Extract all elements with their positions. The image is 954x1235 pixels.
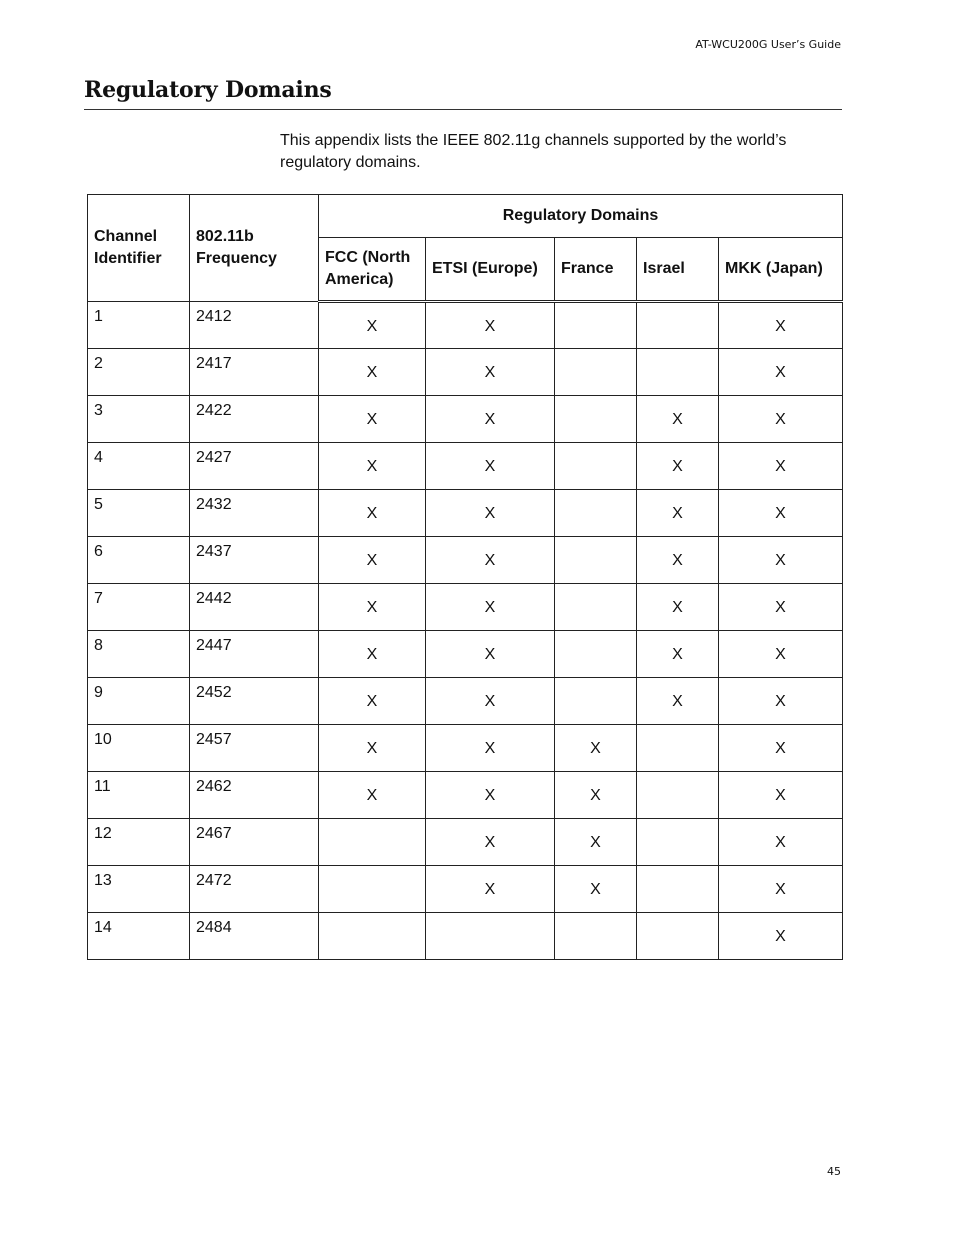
frequency-cell: 2447 xyxy=(190,631,319,678)
table-row xyxy=(88,866,843,913)
channel-cell: 11 xyxy=(88,772,190,819)
support-mark-mkk: X xyxy=(719,631,843,678)
frequency-cell: 2442 xyxy=(190,584,319,631)
frequency-cell: 2457 xyxy=(190,725,319,772)
support-mark-etsi: X xyxy=(426,490,555,537)
support-mark-israel: X xyxy=(637,490,719,537)
table-row xyxy=(88,349,843,396)
title-rule xyxy=(84,109,842,110)
support-mark-etsi: X xyxy=(426,396,555,443)
channel-cell: 6 xyxy=(88,537,190,584)
support-mark-france: X xyxy=(555,725,637,772)
support-mark-etsi: X xyxy=(426,819,555,866)
table-row xyxy=(88,443,843,490)
support-mark-france xyxy=(555,302,637,349)
frequency-cell: 2417 xyxy=(190,349,319,396)
channel-cell: 12 xyxy=(88,819,190,866)
support-mark-france xyxy=(555,490,637,537)
support-mark-france xyxy=(555,584,637,631)
domain-header-france: France xyxy=(555,238,637,302)
table-row xyxy=(88,678,843,725)
frequency-cell: 2422 xyxy=(190,396,319,443)
support-mark-etsi: X xyxy=(426,866,555,913)
support-mark-fcc: X xyxy=(319,678,426,725)
channel-cell: 14 xyxy=(88,913,190,960)
support-mark-israel xyxy=(637,772,719,819)
support-mark-france xyxy=(555,913,637,960)
channel-cell: 9 xyxy=(88,678,190,725)
support-mark-mkk: X xyxy=(719,443,843,490)
support-mark-fcc: X xyxy=(319,631,426,678)
support-mark-mkk: X xyxy=(719,349,843,396)
table-row xyxy=(88,913,843,960)
frequency-cell: 2452 xyxy=(190,678,319,725)
support-mark-mkk: X xyxy=(719,819,843,866)
table-row xyxy=(88,396,843,443)
support-mark-israel: X xyxy=(637,631,719,678)
channel-cell: 10 xyxy=(88,725,190,772)
table-row xyxy=(88,302,843,349)
support-mark-etsi: X xyxy=(426,631,555,678)
support-mark-fcc xyxy=(319,866,426,913)
frequency-cell: 2412 xyxy=(190,302,319,349)
channel-cell: 3 xyxy=(88,396,190,443)
table-body xyxy=(88,302,843,960)
support-mark-france: X xyxy=(555,866,637,913)
table-row xyxy=(88,819,843,866)
channel-cell: 5 xyxy=(88,490,190,537)
support-mark-etsi: X xyxy=(426,584,555,631)
support-mark-france xyxy=(555,396,637,443)
support-mark-israel: X xyxy=(637,396,719,443)
support-mark-mkk: X xyxy=(719,866,843,913)
channel-cell: 2 xyxy=(88,349,190,396)
support-mark-fcc: X xyxy=(319,725,426,772)
domain-header-etsi: ETSI (Europe) xyxy=(426,238,555,302)
table-row xyxy=(88,537,843,584)
support-mark-fcc: X xyxy=(319,443,426,490)
frequency-header: 802.11b Frequency xyxy=(190,195,319,302)
support-mark-fcc: X xyxy=(319,302,426,349)
support-mark-israel xyxy=(637,725,719,772)
support-mark-fcc: X xyxy=(319,772,426,819)
frequency-cell: 2467 xyxy=(190,819,319,866)
support-mark-fcc: X xyxy=(319,490,426,537)
support-mark-mkk: X xyxy=(719,913,843,960)
support-mark-israel xyxy=(637,349,719,396)
table-row xyxy=(88,725,843,772)
support-mark-etsi: X xyxy=(426,349,555,396)
channel-cell: 13 xyxy=(88,866,190,913)
support-mark-mkk: X xyxy=(719,490,843,537)
table-row xyxy=(88,772,843,819)
support-mark-fcc: X xyxy=(319,396,426,443)
support-mark-israel: X xyxy=(637,443,719,490)
support-mark-france xyxy=(555,349,637,396)
support-mark-israel: X xyxy=(637,678,719,725)
domain-header-israel: Israel xyxy=(637,238,719,302)
support-mark-etsi: X xyxy=(426,537,555,584)
support-mark-fcc: X xyxy=(319,584,426,631)
table-row xyxy=(88,584,843,631)
table-row xyxy=(88,490,843,537)
support-mark-mkk: X xyxy=(719,678,843,725)
support-mark-israel xyxy=(637,913,719,960)
channel-cell: 8 xyxy=(88,631,190,678)
page-number: 45 xyxy=(827,1165,841,1178)
page-title: Regulatory Domains xyxy=(84,77,332,103)
channel-cell: 4 xyxy=(88,443,190,490)
intro-paragraph: This appendix lists the IEEE 802.11g channels supported by the world’s regulatory domains. xyxy=(280,132,787,171)
support-mark-etsi: X xyxy=(426,443,555,490)
support-mark-fcc xyxy=(319,913,426,960)
support-mark-fcc: X xyxy=(319,537,426,584)
support-mark-mkk: X xyxy=(719,537,843,584)
support-mark-mkk: X xyxy=(719,725,843,772)
support-mark-fcc: X xyxy=(319,349,426,396)
frequency-cell: 2462 xyxy=(190,772,319,819)
support-mark-france: X xyxy=(555,819,637,866)
regulatory-domains-header: Regulatory Domains xyxy=(319,195,843,238)
channel-identifier-header: Channel Identifier xyxy=(88,195,190,302)
domain-header-mkk: MKK (Japan) xyxy=(719,238,843,302)
support-mark-israel: X xyxy=(637,584,719,631)
support-mark-france xyxy=(555,631,637,678)
frequency-cell: 2484 xyxy=(190,913,319,960)
regulatory-domains-table xyxy=(87,194,843,960)
support-mark-israel xyxy=(637,819,719,866)
support-mark-etsi: X xyxy=(426,302,555,349)
frequency-cell: 2427 xyxy=(190,443,319,490)
channel-cell: 7 xyxy=(88,584,190,631)
running-header: AT-WCU200G User’s Guide xyxy=(695,38,841,51)
support-mark-fcc xyxy=(319,819,426,866)
support-mark-israel xyxy=(637,866,719,913)
support-mark-etsi: X xyxy=(426,725,555,772)
support-mark-mkk: X xyxy=(719,396,843,443)
support-mark-israel: X xyxy=(637,537,719,584)
frequency-cell: 2437 xyxy=(190,537,319,584)
channel-cell: 1 xyxy=(88,302,190,349)
table-row xyxy=(88,631,843,678)
support-mark-mkk: X xyxy=(719,772,843,819)
support-mark-france xyxy=(555,678,637,725)
support-mark-mkk: X xyxy=(719,302,843,349)
support-mark-etsi xyxy=(426,913,555,960)
support-mark-france xyxy=(555,443,637,490)
frequency-cell: 2472 xyxy=(190,866,319,913)
support-mark-mkk: X xyxy=(719,584,843,631)
support-mark-france: X xyxy=(555,772,637,819)
frequency-cell: 2432 xyxy=(190,490,319,537)
support-mark-etsi: X xyxy=(426,772,555,819)
header-row-top xyxy=(88,195,843,238)
support-mark-france xyxy=(555,537,637,584)
support-mark-etsi: X xyxy=(426,678,555,725)
support-mark-israel xyxy=(637,302,719,349)
domain-header-fcc: FCC (North America) xyxy=(319,238,426,302)
